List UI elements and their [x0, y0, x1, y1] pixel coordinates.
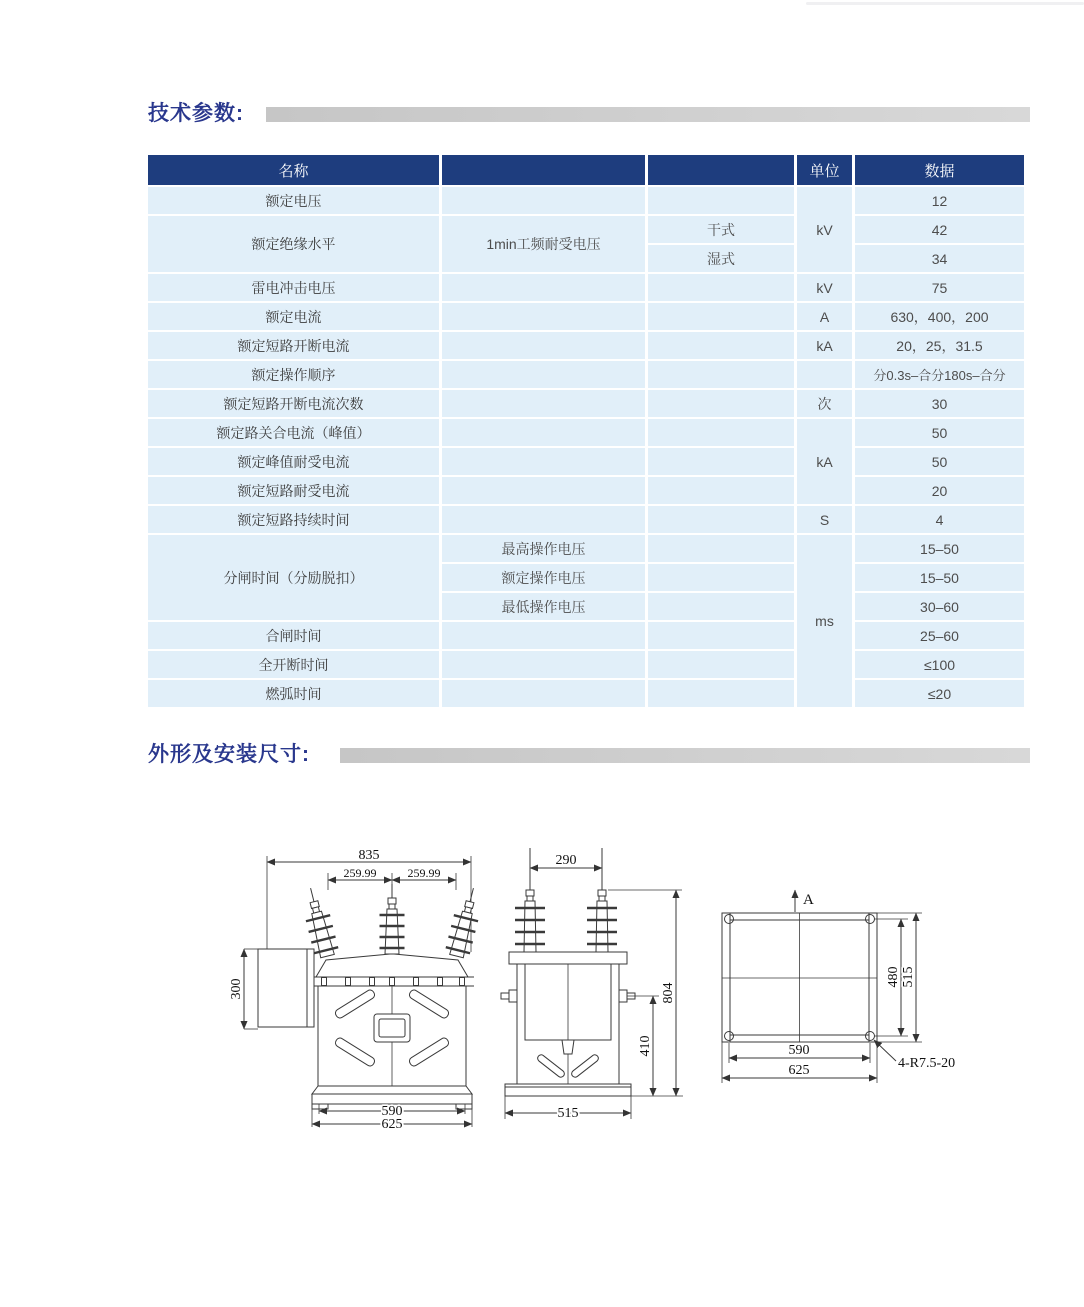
empty-cell	[442, 303, 645, 330]
param-name: 额定电压	[148, 187, 439, 214]
empty-cell	[442, 477, 645, 504]
table-row	[148, 274, 1024, 301]
sub-param: 最低操作电压	[442, 593, 645, 620]
param-name: 额定峰值耐受电流	[148, 448, 439, 475]
insulator-left	[298, 885, 339, 959]
top-plate	[316, 954, 468, 977]
col-header-name: 名称	[148, 155, 439, 185]
table-row	[148, 535, 1024, 562]
col-header-data: 数据	[855, 155, 1024, 185]
unit-cell: S	[797, 506, 852, 533]
section-bar-dimensions	[340, 748, 1030, 763]
param-name: 额定绝缘水平	[148, 216, 439, 272]
table-row	[148, 448, 1024, 475]
unit-cell	[797, 361, 852, 388]
empty-cell	[442, 419, 645, 446]
param-name: 额定短路耐受电流	[148, 477, 439, 504]
param-name: 合闸时间	[148, 622, 439, 649]
bushing-left	[515, 848, 545, 952]
base-plate	[312, 1094, 472, 1104]
top-view-drawing	[710, 860, 1005, 1100]
data-cell: 50	[855, 419, 1024, 446]
data-cell: 75	[855, 274, 1024, 301]
table-row	[148, 303, 1024, 330]
data-cell: 630，400，200	[855, 303, 1024, 330]
dim-phase-spacing-right: 259.99	[407, 866, 441, 880]
sub-param: 最高操作电压	[442, 535, 645, 562]
page-top-divider	[806, 2, 1084, 5]
empty-cell	[442, 651, 645, 678]
data-cell: ≤20	[855, 680, 1024, 707]
bushing-right	[587, 848, 617, 952]
insulator-right	[444, 885, 485, 959]
dim-overall-height: 804	[661, 982, 676, 1004]
data-cell: 20	[855, 477, 1024, 504]
col-header-type	[648, 155, 794, 185]
table-row	[148, 477, 1024, 504]
dim-hole-span-width: 590	[788, 1043, 810, 1058]
empty-cell	[442, 680, 645, 707]
empty-cell	[442, 274, 645, 301]
empty-cell	[442, 332, 645, 359]
side-view-drawing	[495, 846, 705, 1141]
type-cell: 干式	[648, 216, 794, 243]
table-row	[148, 390, 1024, 417]
data-cell: 30	[855, 390, 1024, 417]
unit-cell: kV	[797, 187, 852, 272]
front-view-drawing	[228, 846, 500, 1141]
insulator-center	[380, 884, 405, 954]
table-row	[148, 680, 1024, 707]
empty-cell	[648, 419, 794, 446]
empty-cell	[648, 506, 794, 533]
dim-hole-span-depth: 480	[886, 966, 901, 988]
section-title-dimensions: 外形及安装尺寸:	[148, 743, 310, 766]
control-box	[258, 949, 314, 1027]
empty-cell	[442, 187, 645, 214]
unit-cell: ms	[797, 535, 852, 707]
data-cell: 50	[855, 448, 1024, 475]
dim-base-depth: 515	[557, 1106, 579, 1121]
table-row	[148, 361, 1024, 388]
param-name: 全开断时间	[148, 651, 439, 678]
unit-cell: kA	[797, 419, 852, 504]
empty-cell	[648, 680, 794, 707]
base-plate-side	[505, 1084, 631, 1096]
unit-cell: kV	[797, 274, 852, 301]
empty-cell	[648, 535, 794, 562]
sub-param: 额定操作电压	[442, 564, 645, 591]
data-cell: 30–60	[855, 593, 1024, 620]
empty-cell	[648, 187, 794, 214]
data-cell: 4	[855, 506, 1024, 533]
param-name: 雷电冲击电压	[148, 274, 439, 301]
empty-cell	[648, 622, 794, 649]
tech-params-table	[145, 153, 1027, 709]
data-cell: 34	[855, 245, 1024, 272]
table-row	[148, 506, 1024, 533]
unit-cell: kA	[797, 332, 852, 359]
data-cell: 20，25，31.5	[855, 332, 1024, 359]
empty-cell	[648, 593, 794, 620]
param-name: 额定短路开断电流	[148, 332, 439, 359]
empty-cell	[648, 564, 794, 591]
table-row	[148, 332, 1024, 359]
dim-overall-width-top: 625	[788, 1063, 810, 1078]
empty-cell	[648, 477, 794, 504]
dim-phase-spacing-left: 259.99	[343, 866, 377, 880]
empty-cell	[648, 361, 794, 388]
data-cell: 12	[855, 187, 1024, 214]
col-header-sub	[442, 155, 645, 185]
section-title-tech-params: 技术参数:	[148, 102, 244, 125]
unit-cell: A	[797, 303, 852, 330]
empty-cell	[648, 274, 794, 301]
view-direction-label: A	[803, 892, 814, 908]
dim-tank-height: 410	[638, 1035, 653, 1057]
empty-cell	[648, 651, 794, 678]
table-row	[148, 216, 1024, 243]
dim-terminal-spacing: 290	[555, 853, 577, 868]
param-name: 额定短路开断电流次数	[148, 390, 439, 417]
data-cell: 15–50	[855, 535, 1024, 562]
dim-overall-depth: 515	[901, 966, 916, 988]
empty-cell	[648, 448, 794, 475]
empty-cell	[442, 361, 645, 388]
empty-cell	[648, 390, 794, 417]
data-cell: 15–50	[855, 564, 1024, 591]
mounting-holes-spec: 4-R7.5-20	[898, 1056, 956, 1071]
param-name: 额定路关合电流（峰值）	[148, 419, 439, 446]
unit-cell: 次	[797, 390, 852, 417]
dim-base-width-outer: 625	[381, 1117, 403, 1132]
table-row	[148, 419, 1024, 446]
table-row	[148, 187, 1024, 214]
param-name: 额定操作顺序	[148, 361, 439, 388]
empty-cell	[442, 390, 645, 417]
data-cell: 42	[855, 216, 1024, 243]
param-name: 分闸时间（分励脱扣）	[148, 535, 439, 620]
table-header-row	[148, 155, 1024, 185]
data-cell: 分0.3s–合分180s–合分	[855, 361, 1024, 388]
empty-cell	[648, 332, 794, 359]
dim-base-width-inner: 590	[381, 1104, 403, 1119]
param-name: 额定电流	[148, 303, 439, 330]
sub-param: 1min工频耐受电压	[442, 216, 645, 272]
data-cell: ≤100	[855, 651, 1024, 678]
type-cell: 湿式	[648, 245, 794, 272]
col-header-unit: 单位	[797, 155, 852, 185]
empty-cell	[442, 506, 645, 533]
dim-control-box-height: 300	[229, 978, 244, 1000]
table-row	[148, 622, 1024, 649]
data-cell: 25–60	[855, 622, 1024, 649]
table-row	[148, 651, 1024, 678]
dim-overall-width: 835	[358, 848, 380, 863]
empty-cell	[648, 303, 794, 330]
empty-cell	[442, 448, 645, 475]
param-name: 燃弧时间	[148, 680, 439, 707]
section-bar-tech-params	[266, 107, 1030, 122]
param-name: 额定短路持续时间	[148, 506, 439, 533]
empty-cell	[442, 622, 645, 649]
